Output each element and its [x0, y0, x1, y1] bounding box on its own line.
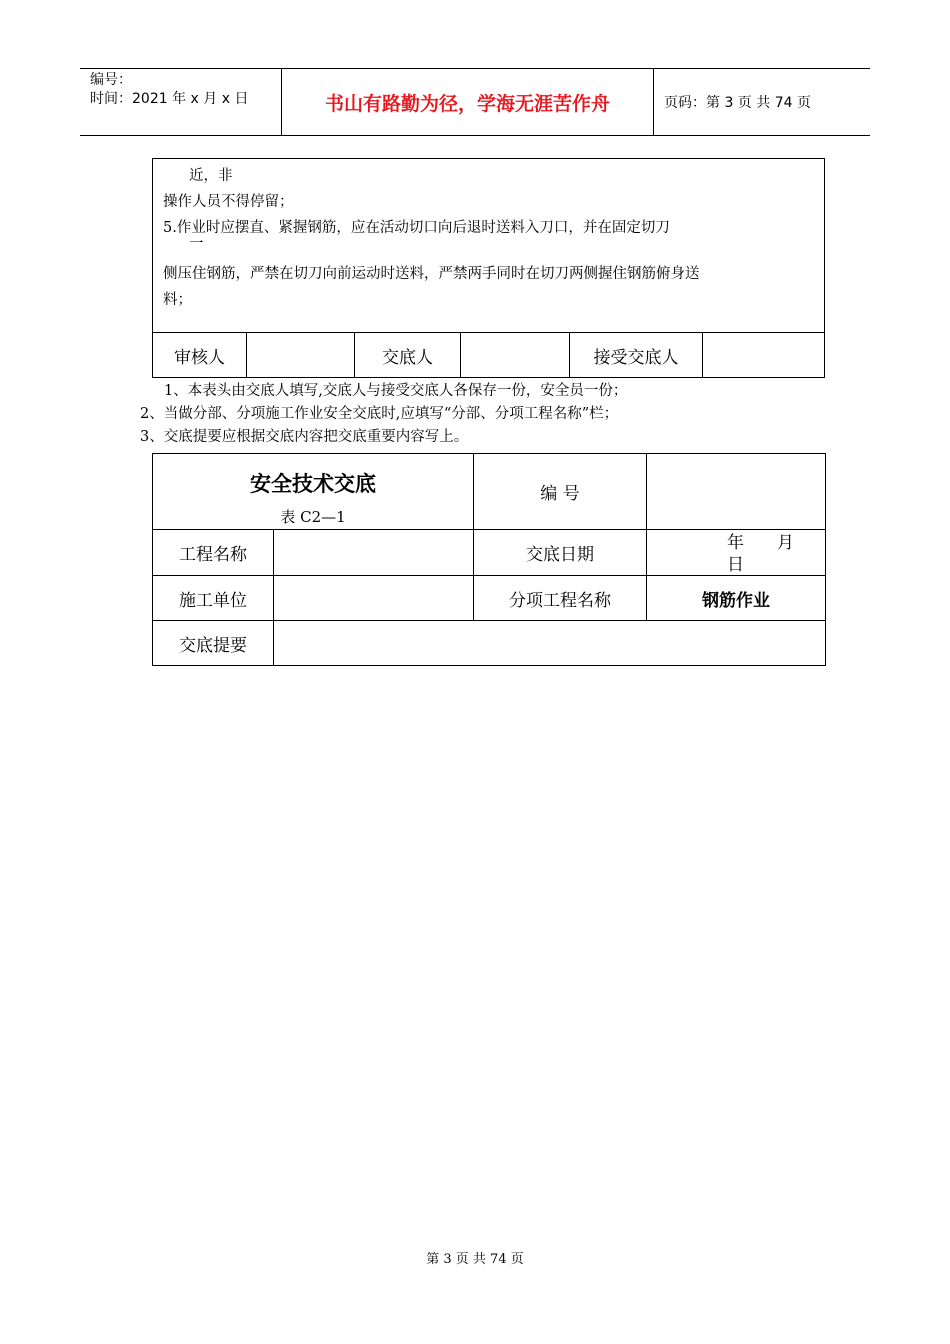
- sub-project-label: 分项工程名称: [474, 576, 647, 621]
- header-number: 编号：: [90, 72, 132, 88]
- content-line: 操作人员不得停留；: [163, 194, 294, 210]
- project-name-field[interactable]: [274, 530, 474, 576]
- number-field[interactable]: [647, 454, 826, 530]
- safety-disclosure-form: [152, 453, 826, 666]
- header-time: 时间：2021 年 x 月 x 日: [90, 91, 249, 107]
- discloser-signature-field[interactable]: [461, 333, 570, 377]
- receiver-signature-field[interactable]: [703, 333, 824, 377]
- page-header: [80, 68, 870, 136]
- header-page-info: 页码：第 3 页 共 74 页: [664, 95, 811, 111]
- note-item: 2、当做分部、分项施工作业安全交底时,应填写“分部、分项工程名称”栏；: [140, 406, 619, 422]
- form-title: 安全技术交底: [250, 472, 376, 496]
- date-month: 月: [777, 533, 794, 553]
- page-footer: 第 3 页 共 74 页: [426, 1252, 524, 1267]
- sub-project-value: 钢筋作业: [647, 576, 826, 621]
- signature-row: [153, 333, 824, 377]
- reviewer-signature-field[interactable]: [247, 333, 355, 377]
- content-line: 5.作业时应摆直、紧握钢筋，应在活动切口向后退时送料入刀口，并在固定切刀: [163, 220, 670, 236]
- form-title-cell: [153, 454, 474, 530]
- discloser-label: 交底人: [355, 333, 461, 377]
- disclosure-content: [153, 159, 824, 333]
- date-year: 年: [727, 533, 744, 553]
- date-label: 交底日期: [474, 530, 647, 576]
- date-day: 日: [727, 555, 744, 575]
- unit-field[interactable]: [274, 576, 474, 621]
- form-subtitle: 表 C2—1: [280, 508, 346, 526]
- reviewer-label: 审核人: [153, 333, 247, 377]
- project-name-label: 工程名称: [153, 530, 274, 576]
- date-field[interactable]: [647, 530, 826, 576]
- unit-label: 施工单位: [153, 576, 274, 621]
- content-line: 一: [189, 236, 204, 252]
- header-meta: [80, 69, 282, 135]
- previous-disclosure-continuation: [152, 158, 825, 378]
- number-label: 编 号: [474, 454, 647, 530]
- form-notes: [140, 380, 627, 449]
- note-item: 3、交底提要应根据交底内容把交底重要内容写上。: [140, 429, 469, 445]
- content-line: 料；: [163, 292, 192, 308]
- content-line: 近，非: [189, 168, 233, 184]
- receiver-label: 接受交底人: [570, 333, 703, 377]
- summary-field[interactable]: [274, 621, 826, 666]
- content-line: 侧压住钢筋，严禁在切刀向前运动时送料，严禁两手同时在切刀两侧握住钢筋俯身送: [163, 266, 700, 282]
- header-motto: 书山有路勤为径，学海无涯苦作舟: [282, 69, 654, 135]
- summary-label: 交底提要: [153, 621, 274, 666]
- note-item: 1、本表头由交底人填写,交底人与接受交底人各保存一份，安全员一份；: [164, 383, 628, 399]
